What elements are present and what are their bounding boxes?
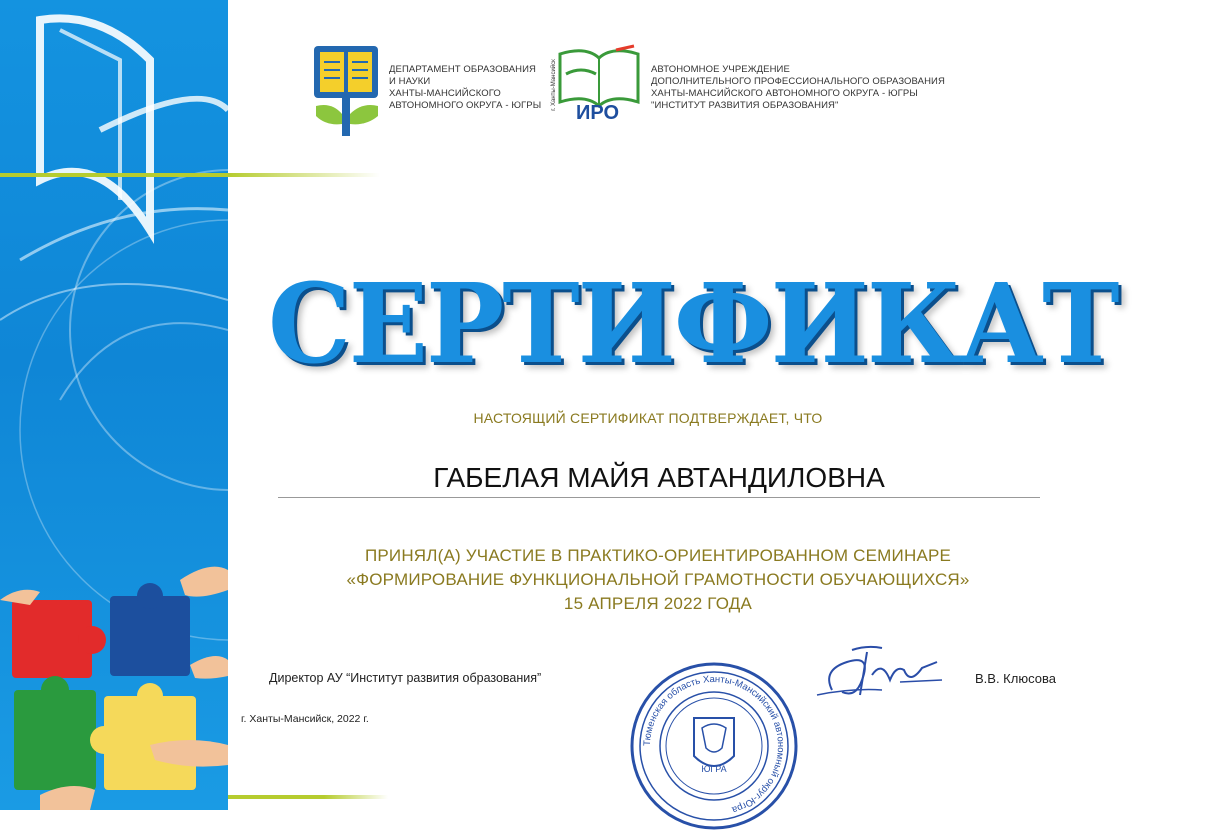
iro-text-line: "ИНСТИТУТ РАЗВИТИЯ ОБРАЗОВАНИЯ" <box>651 100 839 111</box>
director-name: В.В. Клюсова <box>975 671 1056 686</box>
iro-text-line: АВТОНОМНОЕ УЧРЕЖДЕНИЕ <box>651 64 790 75</box>
iro-logo-label: ИРО <box>576 102 620 124</box>
body-line: ПРИНЯЛ(А) УЧАСТИЕ В ПРАКТИКО-ОРИЕНТИРОВАННОМ СЕМИНАРЕ <box>364 546 952 565</box>
department-logo-text <box>389 64 541 112</box>
recipient-name: ГАБЕЛАЯ МАЙЯ АВТАНДИЛОВНА <box>433 462 885 493</box>
stamp-ring-text: Тюменская область Ханты-Мансийский автономный округ-Югра <box>641 673 787 816</box>
certificate-title: СЕРТИФИКАТ <box>268 258 1118 389</box>
iro-logo <box>550 44 642 126</box>
ribbon-bottom <box>228 795 388 799</box>
department-logo <box>312 44 382 138</box>
recipient-underline <box>278 497 1040 498</box>
stamp-seal-icon <box>628 660 800 832</box>
certificate-subtitle: НАСТОЯЩИЙ СЕРТИФИКАТ ПОДТВЕРЖДАЕТ, ЧТО <box>473 410 823 426</box>
dept-text-line: ДЕПАРТАМЕНТ ОБРАЗОВАНИЯ <box>389 64 537 75</box>
body-line: «ФОРМИРОВАНИЕ ФУНКЦИОНАЛЬНОЙ ГРАМОТНОСТИ ОБУЧАЮЩИХСЯ» <box>346 570 970 589</box>
iro-text-line: ДОПОЛНИТЕЛЬНОГО ПРОФЕССИОНАЛЬНОГО ОБРАЗОВАНИЯ <box>651 76 945 87</box>
official-stamp <box>628 660 800 832</box>
dept-text-line: И НАУКИ <box>389 76 431 87</box>
director-label: Директор АУ “Институт развития образования” <box>269 671 542 685</box>
certificate-body <box>268 544 1048 616</box>
department-book-icon <box>312 44 382 138</box>
body-line: 15 АПРЕЛЯ 2022 ГОДА <box>563 594 753 613</box>
iro-text-line: ХАНТЫ-МАНСИЙСКОГО АВТОНОМНОГО ОКРУГА - ЮГРЫ <box>651 88 918 99</box>
sidebar-decoration <box>0 0 228 810</box>
iro-logo-text <box>651 64 945 112</box>
decorative-sidebar <box>0 0 228 810</box>
dept-text-line: ХАНТЫ-МАНСИЙСКОГО <box>389 88 501 99</box>
dept-text-line: АВТОНОМНОГО ОКРУГА - ЮГРЫ <box>389 100 542 111</box>
ribbon-top <box>0 173 380 177</box>
iro-logo-side: г. Ханты-Мансийск <box>550 59 557 111</box>
stamp-center-text: ЮГРА <box>701 764 727 774</box>
place-date: г. Ханты-Мансийск, 2022 г. <box>241 713 369 725</box>
signature-icon <box>812 640 952 710</box>
